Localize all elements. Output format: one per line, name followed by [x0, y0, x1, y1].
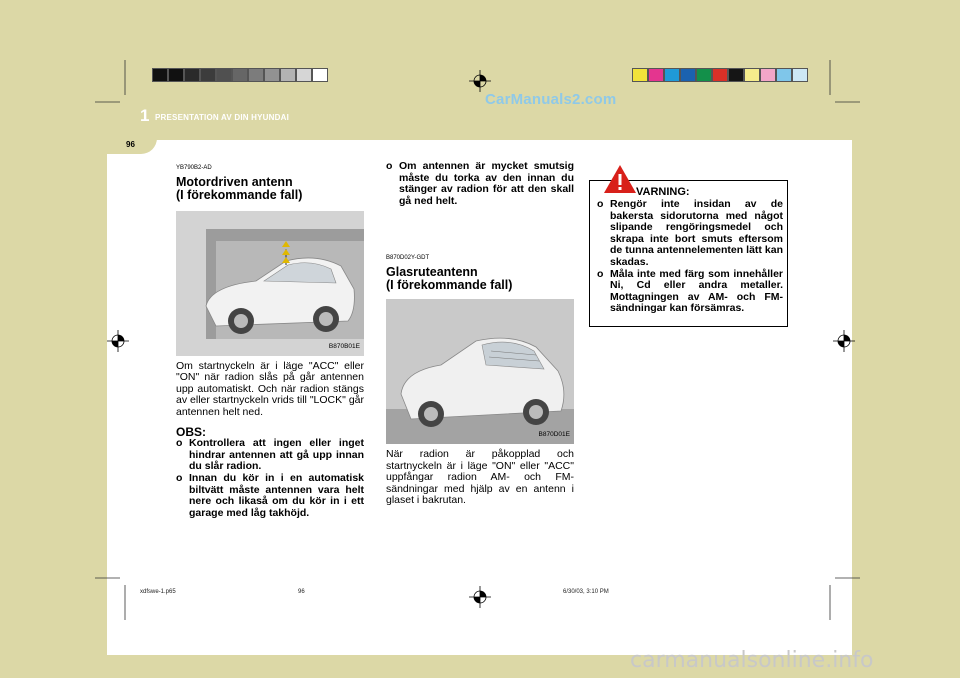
image-caption: B870B01E [328, 343, 360, 350]
heading-line-1: Glasruteantenn [386, 264, 478, 279]
registration-target-top-icon [469, 70, 491, 92]
heading-line-2: (I förekommande fall) [176, 188, 303, 203]
car-glass-antenna-illustration [386, 299, 574, 444]
crop-mark-bottom-left [95, 575, 135, 620]
warning-triangle-icon [603, 164, 637, 194]
list-item-text: Kontrollera att ingen eller inget hindrar antennen att gå upp innan du slår radion. [189, 437, 364, 473]
body-text: När radion är påkopplad och startnyckeln är i läge "ON" eller "ACC" uppfångar radion AM- och FM-sändningar med hjälp av en antenn i glaset i bakrutan. [386, 447, 574, 507]
list-item [597, 269, 783, 315]
color-swatch [760, 68, 776, 82]
color-swatch [296, 68, 312, 82]
color-swatch [664, 68, 680, 82]
color-swatch [712, 68, 728, 82]
color-swatch [168, 68, 184, 82]
color-swatch [200, 68, 216, 82]
car-garage-image [176, 211, 364, 356]
color-swatch [248, 68, 264, 82]
list-item-text: Innan du kör in i en automatisk biltvätt måste antennen vara helt nere och likaså om du kör in i ett garage med låg takhöjd. [189, 471, 364, 519]
bullet: o [597, 267, 604, 280]
color-swatch [232, 68, 248, 82]
crop-mark-top-left [95, 60, 135, 105]
footer-page: 96 [298, 589, 305, 595]
crop-mark-top-right [820, 60, 860, 105]
color-swatch [728, 68, 744, 82]
list-item-text: Om antennen är mycket smutsig måste du torka av den innan du stänger av radion för att den skall gå ned helt. [399, 160, 574, 207]
list-item-text: Måla inte med färg som innehåller Ni, Cd eller andra metaller. Mottagningen av AM- och FM-sändningar kan försämras. [610, 267, 783, 315]
color-swatch [696, 68, 712, 82]
bullet: o [597, 198, 604, 210]
crop-mark-bottom-right [820, 575, 860, 620]
color-swatch [152, 68, 168, 82]
body-text: Om startnyckeln är i läge "ACC" eller "ON" när radion slås på går antennen upp automatiskt. Och när radion stängs av eller startnyckeln vrids till "LOCK" går antennen helt ned. [176, 359, 364, 418]
color-swatch [744, 68, 760, 82]
middle-column [386, 161, 574, 507]
image-caption: B870D01E [538, 431, 570, 439]
section-code: YB790B2-AD [176, 165, 212, 171]
list-item [386, 161, 574, 207]
registration-target-left-icon [107, 330, 129, 352]
heading-line-1: Motordriven antenn [176, 174, 293, 189]
registration-target-bottom-icon [469, 586, 491, 608]
registration-target-right-icon [833, 330, 855, 352]
registration-colorbar-color [632, 68, 808, 82]
section-title: PRESENTATION AV DIN HYUNDAI [155, 113, 289, 122]
color-swatch [216, 68, 232, 82]
registration-colorbar-gray [152, 68, 328, 82]
heading-line-2: (I förekommande fall) [386, 278, 513, 293]
color-swatch [680, 68, 696, 82]
car-with-antenna-illustration [176, 211, 364, 356]
watermark-bottom: carmanualsonline.info [630, 648, 874, 673]
color-swatch [632, 68, 648, 82]
color-swatch [280, 68, 296, 82]
color-swatch [792, 68, 808, 82]
section-number: 1 [140, 106, 150, 125]
section-code: B870D02Y-GDT [386, 255, 430, 262]
footer-date: 6/30/03, 3:10 PM [563, 589, 609, 595]
list-item [176, 473, 364, 519]
page-number: 96 [126, 140, 135, 149]
color-swatch [184, 68, 200, 82]
bullet: o [386, 160, 393, 172]
footer-filename: xdfswe-1.p65 [140, 589, 176, 595]
list-item-text: Rengör inte insidan av de bakersta sidorutorna med något slipande rengöringsmedel och skrapa inte bort smuts eftersom de tunna antennelementen lätt kan skadas. [610, 198, 783, 268]
left-column [176, 163, 364, 519]
warning-list [597, 199, 783, 315]
car-rear-window-image [386, 299, 574, 444]
color-swatch [648, 68, 664, 82]
watermark-top: CarManuals2.com [485, 91, 617, 108]
color-swatch [776, 68, 792, 82]
obs-label: OBS: [176, 424, 206, 439]
warning-title: VARNING: [636, 186, 690, 198]
list-item [176, 438, 364, 473]
list-item [597, 199, 783, 269]
bullet: o [176, 471, 183, 484]
bullet: o [176, 437, 183, 450]
color-swatch [264, 68, 280, 82]
color-swatch [312, 68, 328, 82]
